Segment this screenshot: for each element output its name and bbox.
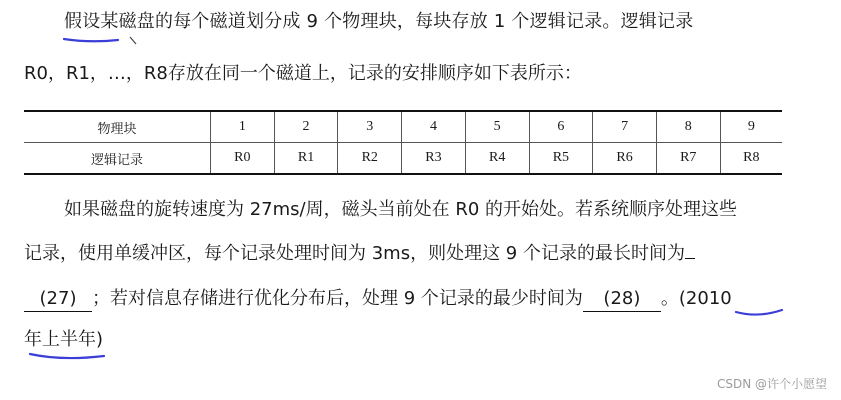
csdn-watermark: CSDN @许个小愿望 <box>716 377 827 391</box>
question-line-6: 年上半年) <box>24 329 104 350</box>
question-line-3: 如果磁盘的旋转速度为 27ms/周，磁头当前处在 R0 的开始处。若系统顺序处理这些 <box>64 199 738 220</box>
table-cell: R6 <box>593 143 657 175</box>
underline-annotation-3 <box>22 348 112 368</box>
question-line-2: R0，R1，…，R8存放在同一个磁道上，记录的安排顺序如下表所示： <box>24 63 582 84</box>
table-row-logical-record <box>24 143 782 175</box>
table-cell: R5 <box>529 143 593 175</box>
answer-blank-28: (28) <box>583 287 661 312</box>
answer-blank-27: (27) <box>24 287 92 312</box>
table-cell: 3 <box>338 111 402 143</box>
question-line-5 <box>24 287 732 312</box>
table-cell: 9 <box>720 111 782 143</box>
table-cell: R2 <box>338 143 402 175</box>
record-layout-table <box>24 110 782 175</box>
table-cell: 5 <box>465 111 529 143</box>
table-cell: 2 <box>274 111 338 143</box>
table-cell: R4 <box>465 143 529 175</box>
table-cell: 4 <box>402 111 466 143</box>
table-cell: 1 <box>211 111 275 143</box>
table-cell: 8 <box>656 111 720 143</box>
table-cell: R7 <box>656 143 720 175</box>
question-line-5-text: ；若对信息存储进行优化分布后，处理 9 个记录的最少时间为 <box>92 288 583 309</box>
table-cell: 物理块 <box>24 111 211 143</box>
table-cell: R1 <box>274 143 338 175</box>
table-cell: R3 <box>402 143 466 175</box>
table-cell: 6 <box>529 111 593 143</box>
question-line-4 <box>24 242 695 266</box>
answer-blank-lead <box>685 258 695 259</box>
underline-annotation-2 <box>730 304 790 324</box>
question-line-4-text: 记录，使用单缓冲区，每个记录处理时间为 3ms，则处理这 9 个记录的最长时间为 <box>24 243 685 264</box>
table-cell: 7 <box>593 111 657 143</box>
table-cell: R0 <box>211 143 275 175</box>
question-line-1: 假设某磁盘的每个磁道划分成 9 个物理块，每块存放 1 个逻辑记录。逻辑记录 <box>64 11 694 32</box>
table-cell: R8 <box>720 143 782 175</box>
table-row-physical-block <box>24 111 782 143</box>
question-source-start: 。(2010 <box>660 288 732 309</box>
table-cell: 逻辑记录 <box>24 143 211 175</box>
underline-annotation-1 <box>60 30 140 50</box>
